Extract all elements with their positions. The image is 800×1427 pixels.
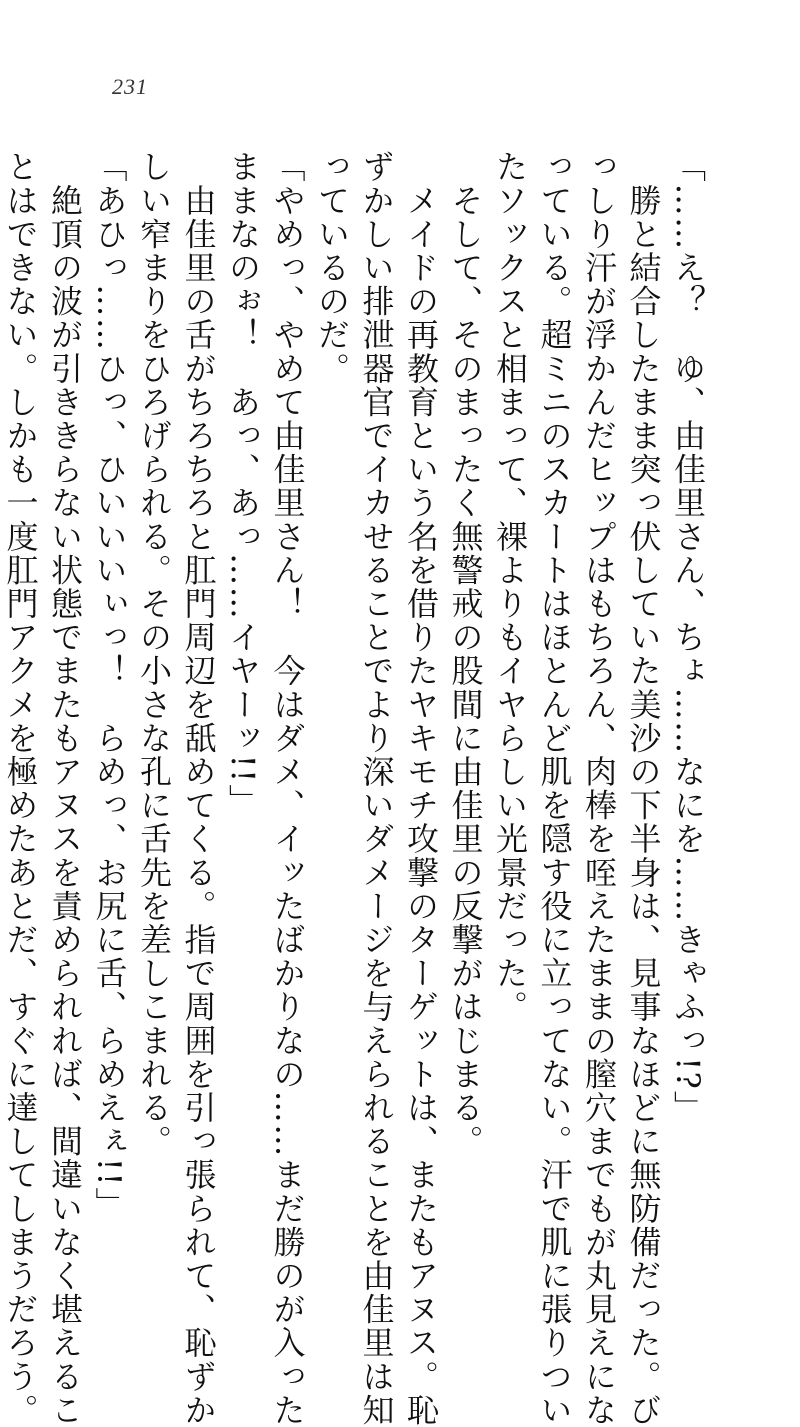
body-text: [1, 150, 710, 1427]
text-line: 由佳里の舌がちろちろと肛門周辺を舐めてくる。指で周囲を引っ張られて、恥ずか: [179, 150, 218, 1427]
text-line: ままなのぉ！ あっ、あっ……イヤーッ!!」: [224, 150, 262, 818]
text-line: 「やめっ、やめて由佳里さん！ 今はダメ、イッたばかりなの……まだ勝のが入った: [268, 150, 307, 1427]
text-line: 絶頂の波が引ききらない状態でまたもアヌスを責められれば、間違いなく堪えるこ: [46, 150, 84, 1427]
text-line: たソックスと相まって、裸よりもイヤらしい光景だった。: [491, 150, 529, 1024]
text-line: 「あひっ……ひっ、ひいいいぃっ！ らめっ、お尻に舌、らめえぇ!!」: [90, 150, 129, 1221]
text-line: 勝と結合したまま突っ伏していた美沙の下半身は、見事なほどに無防備だった。び: [624, 150, 663, 1427]
text-line: しい窄まりをひろげられる。その小さな孔に舌先を差しこまれる。: [135, 150, 173, 1158]
page-number: 231: [112, 74, 148, 99]
text-line: っている。超ミニのスカートはほとんど肌を隠す役に立ってない。汗で肌に張りつい: [535, 150, 574, 1427]
text-line: とはできない。しかも一度肛門アクメを極めたあとだ、すぐに達してしまうだろう。: [1, 150, 40, 1427]
text-line: メイドの再教育という名を借りたヤキモチ攻撃のターゲットは、またもアヌス。恥: [402, 150, 440, 1427]
text-line: っているのだ。: [313, 150, 351, 386]
text-line: ずかしい排泄器官でイカせることでより深いダメージを与えられることを由佳里は知: [357, 150, 396, 1427]
text-line: 「……え？ ゆ、由佳里さん、ちょ……なにを……きゃふっ!?」: [669, 150, 707, 1125]
text-line: っしり汗が浮かんだヒップはもちろん、肉棒を咥えたままの膣穴までもが丸見えにな: [580, 150, 618, 1427]
text-line: そして、そのまったく無警戒の股間に由佳里の反撃がはじまる。: [446, 150, 485, 1158]
